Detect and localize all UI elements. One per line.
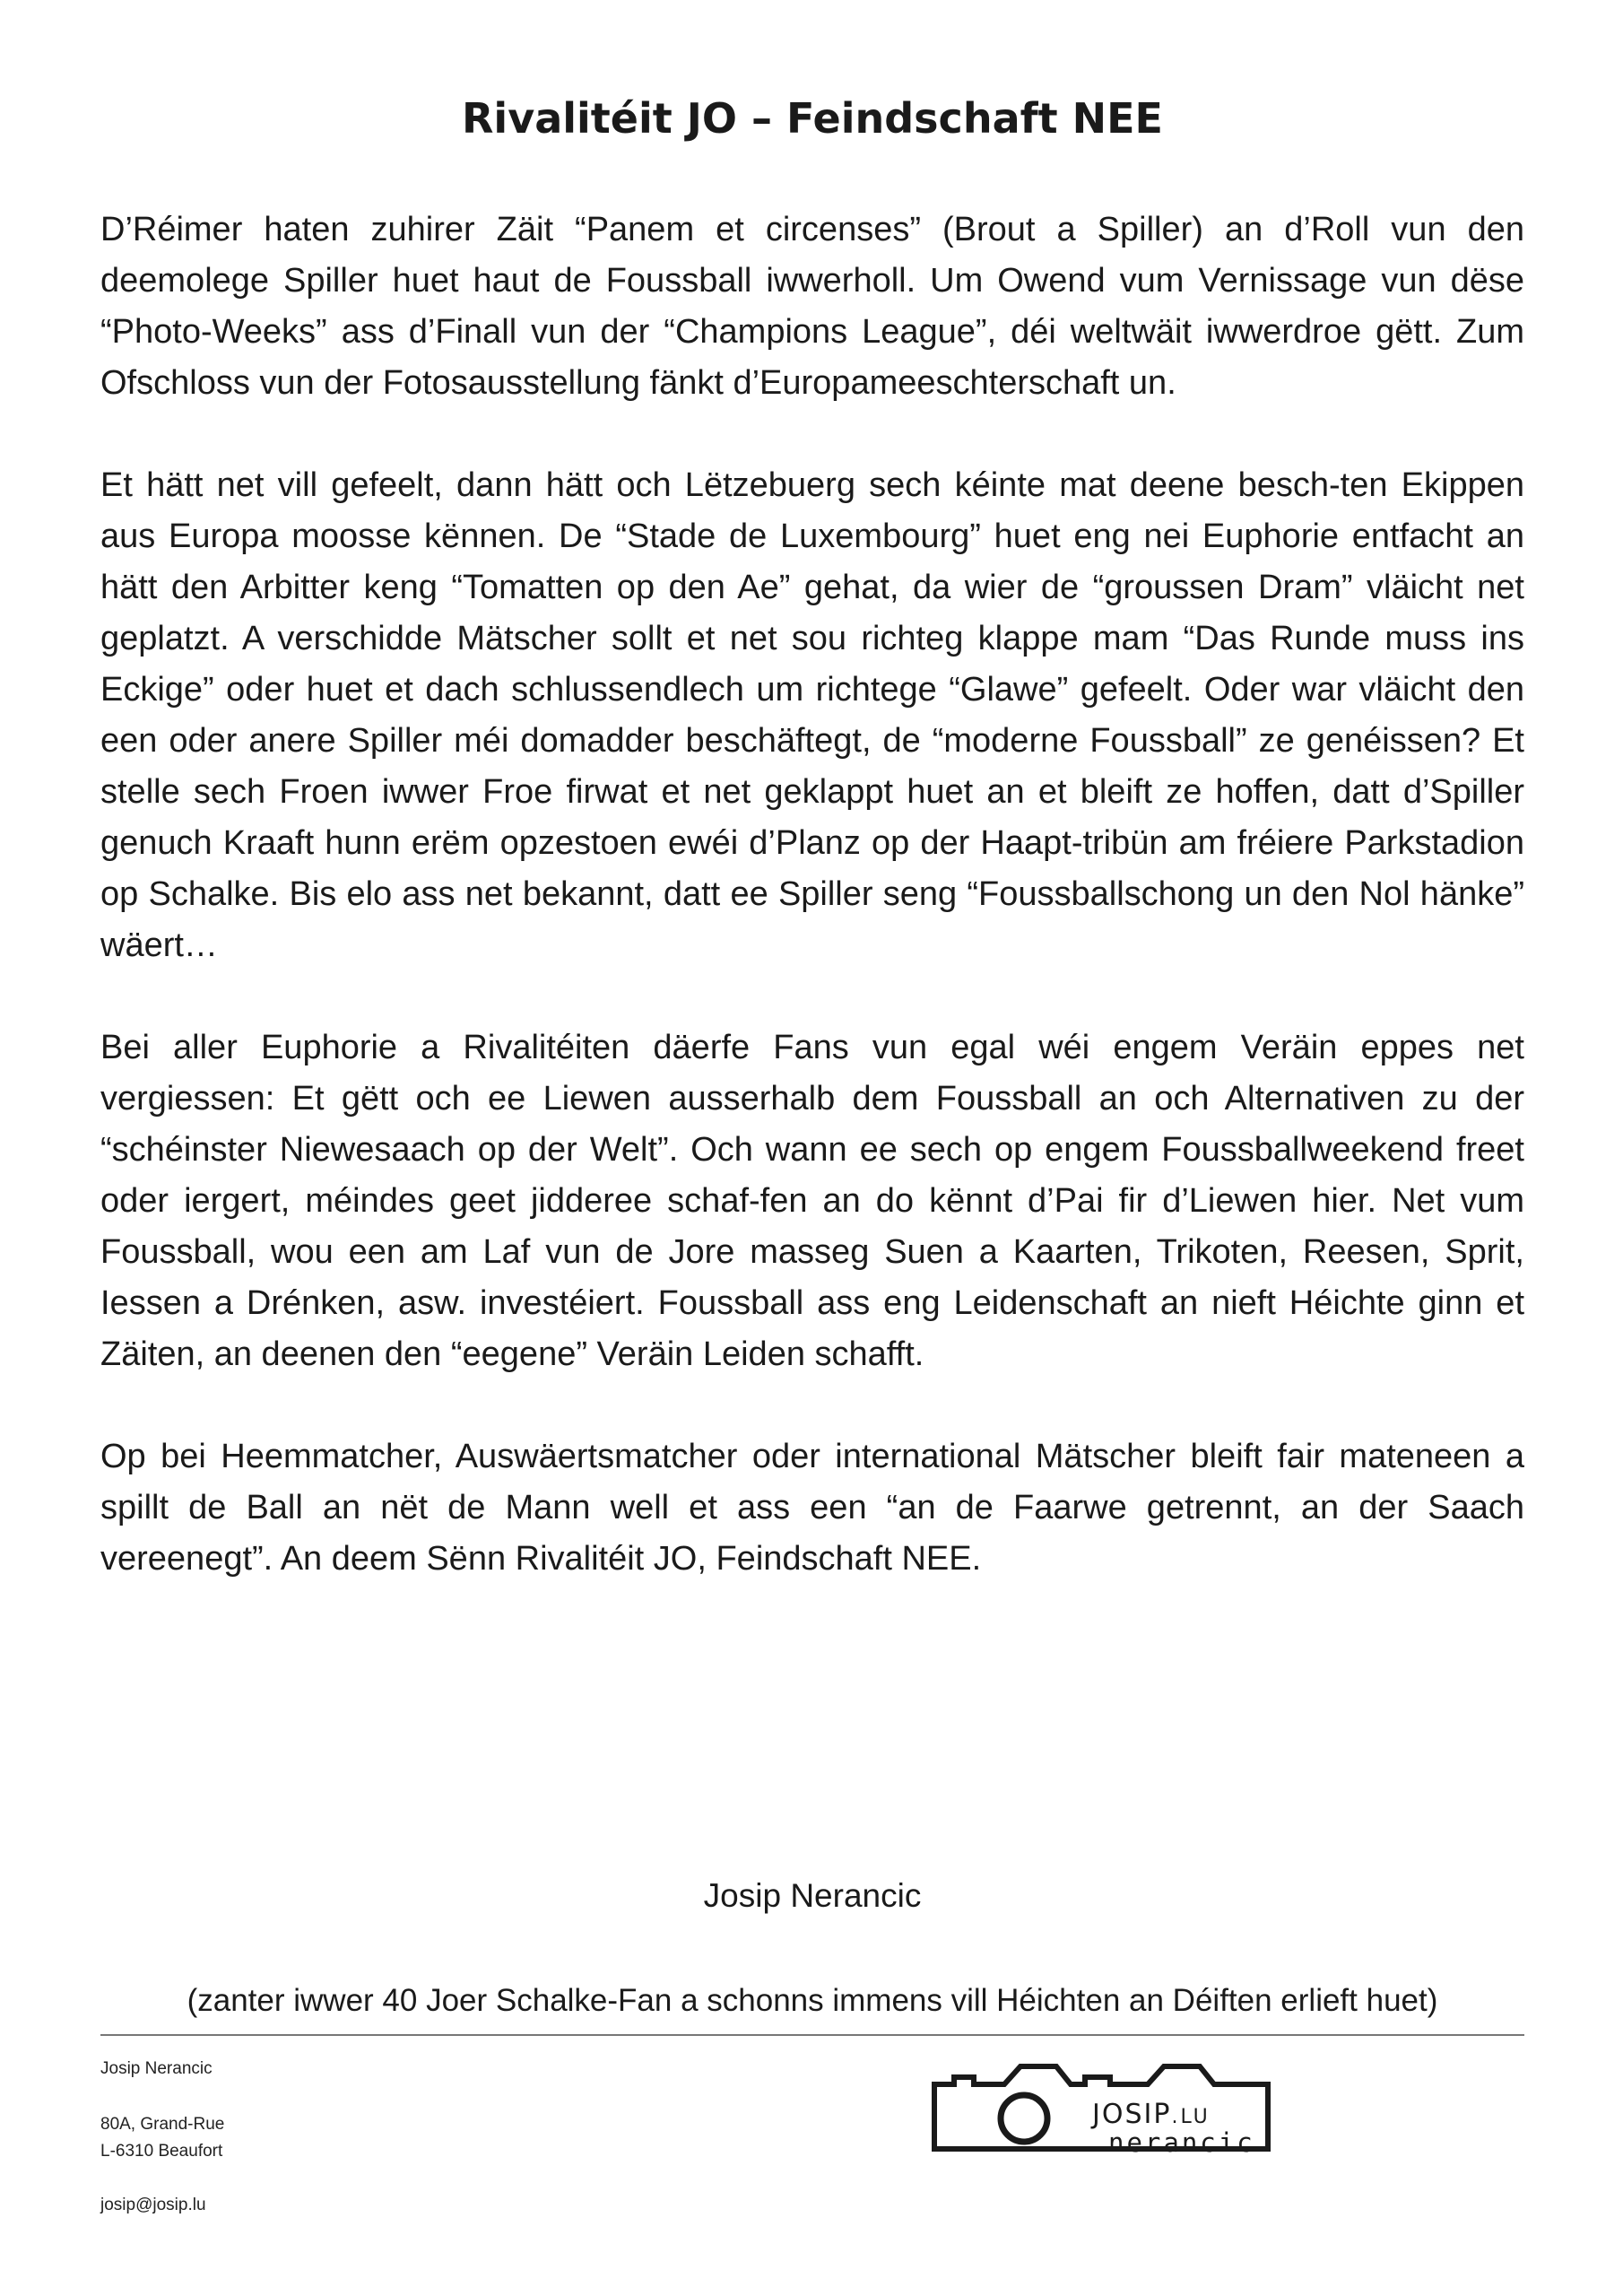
paragraph-4: Op bei Heemmatcher, Auswäertsmatcher oder international Mätscher bleift fair mateneen a spillt de Ball an nët de Mann well et ass een “an de Faarwe getrennt, an der Saach vereenegt”. An deem Sënn Rivalitéit JO, Feindschaft NEE. (100, 1438, 1524, 1578)
paragraph-1: D’Réimer haten zuhirer Zäit “Panem et circenses” (Brout a Spiller) an d’Roll vun den deemolege Spiller huet haut de Foussball iwwerholl. Um Owend vum Vernissage vun dëse “Photo-Weeks” ass d’Finall vun der “Champions League”, déi weltwäit iwwerdroe gëtt. Zum Ofschloss vun der Fotosausstellung fänkt d’Europameeschterschaft un. (100, 211, 1524, 402)
author-note: (zanter iwwer 40 Joer Schalke-Fan a schonns immens vill Héichten an Déiften erlieft huet) (187, 1983, 1438, 2018)
article-body (100, 204, 1524, 1636)
logo-brand-name: JOSIP (1092, 2099, 1172, 2130)
paragraph-2: Et hätt net vill gefeelt, dann hätt och Lëtzebuerg sech kéinte mat deene besch-ten Ekippen aus Europa moosse kënnen. De “Stade de Luxembourg” huet eng nei Euphorie entfacht an hätt den Arbitter keng “Tomatten op den Ae” gehat, da wier de “groussen Dram” vläicht net geplatzt. A verschidde Mätscher sollt et net sou richteg klappe mam “Das Runde muss ins Eckige” oder huet et dach schlussendlech um richtege “Glawe” gefeelt. Oder war vläicht den een oder anere Spiller méi domadder beschäftegt, de “moderne Foussball” ze genéissen? Et stelle sech Froen iwwer Froe firwat et net geklappt huet an et bleift ze hoffen, datt d’Spiller genuch Kraaft hunn erëm opzestoen ewéi d’Planz op der Haapt-tribün am fréiere Parkstadion op Schalke. Bis elo ass net bekannt, datt ee Spiller seng “Foussballschong un den Nol hänke” wäert… (100, 466, 1524, 964)
footer-divider (100, 2034, 1524, 2036)
paragraph-3: Bei aller Euphorie a Rivalitéiten däerfe Fans vun egal wéi engem Veräin eppes net vergiessen: Et gëtt och ee Liewen ausserhalb dem Foussball an och Alternativen zu der “schéinster Niewesaach op der Welt”. Och wann ee sech op engem Foussballweekend freet oder iergert, méindes geet jidderee schaf-fen an do kënnt d’Pai fir d’Liewen hier. Net vum Foussball, wou een am Laf vun de Jore masseg Suen a Kaarten, Trikoten, Reesen, Sprit, Iessen a Drénken, asw. investéiert. Foussball ass eng Leidenschaft an nieft Héichte ginn et Zäiten, an deenen den “eegene” Veräin Leiden schafft. (100, 1029, 1524, 1373)
logo-subtitle: nerancic (1108, 2127, 1255, 2158)
author-signature: Josip Nerancic (703, 1877, 922, 1914)
footer-email: josip@josip.lu (100, 2196, 206, 2214)
footer-address-line1: 80A, Grand-Rue (100, 2115, 225, 2134)
footer-name: Josip Nerancic (100, 2059, 213, 2078)
page-title: Rivalitéit JO – Feindschaft NEE (462, 94, 1163, 143)
footer-address-line2: L-6310 Beaufort (100, 2142, 223, 2161)
logo-brand (1092, 2099, 1211, 2130)
logo-brand-tld: .LU (1171, 2106, 1211, 2128)
footer-contact (100, 2045, 728, 2219)
